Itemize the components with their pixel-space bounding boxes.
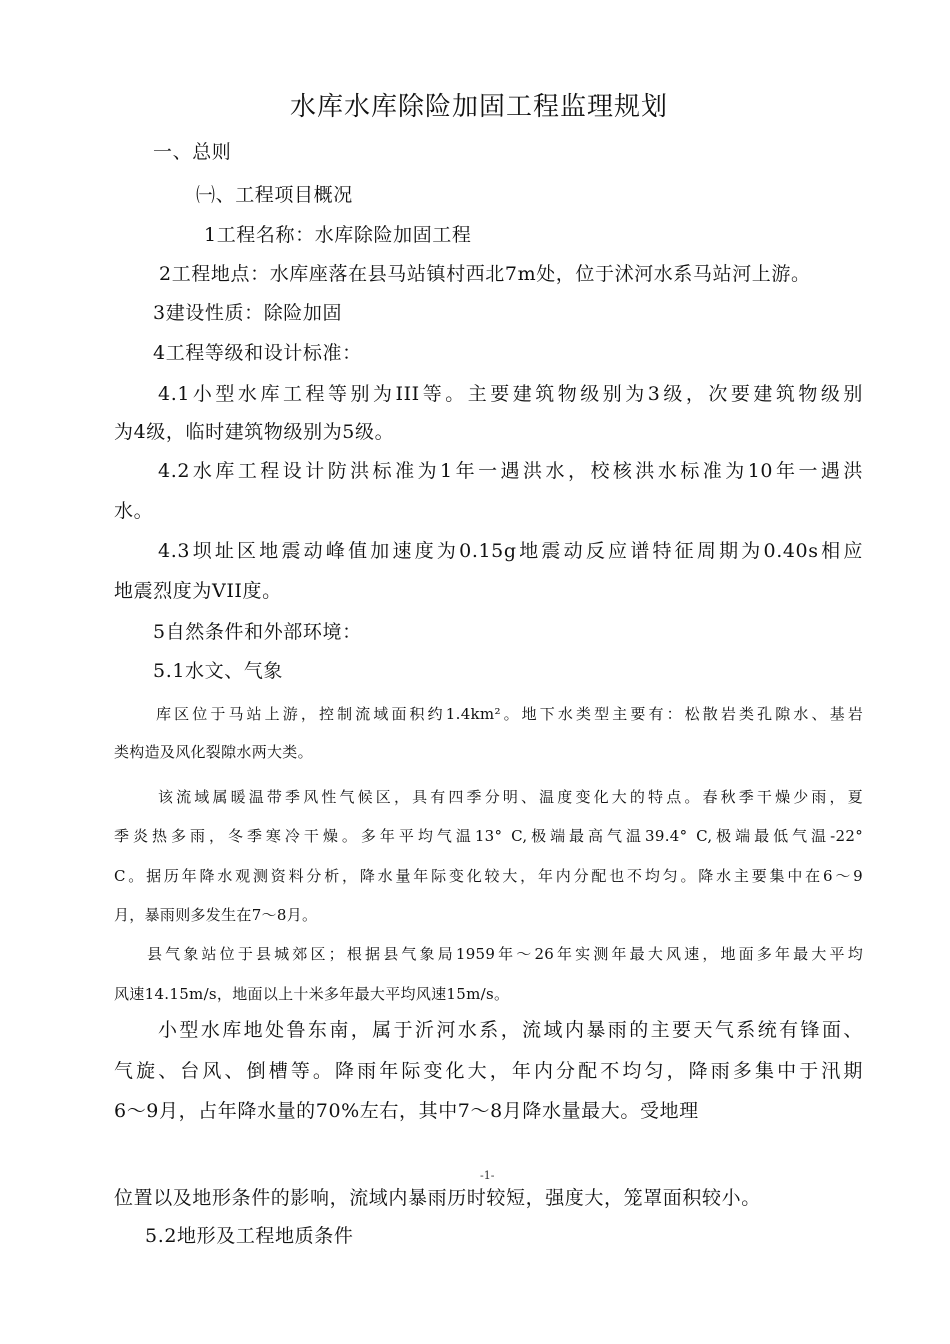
page-number: -1- — [480, 1169, 495, 1182]
paragraph-line: 县气象站位于县城郊区；根据县气象局1959年〜26年实测年最大风速，地面多年最大平均 — [147, 945, 863, 963]
subsection-heading: ㈠、工程项目概况 — [196, 184, 353, 206]
paragraph-line: 为4级，临时建筑物级别为5级。 — [114, 421, 395, 443]
paragraph-line: 位置以及地形条件的影响，流域内暴雨历时较短，强度大，笼罩面积较小。 — [114, 1187, 761, 1209]
paragraph-line: 类构造及风化裂隙水两大类。 — [114, 743, 313, 761]
paragraph-line: 小型水库地处鲁东南，属于沂河水系，流域内暴雨的主要天气系统有锋面、 — [158, 1019, 863, 1041]
paragraph-line: 4.2水库工程设计防洪标准为1年一遇洪水，校核洪水标准为10年一遇洪 — [158, 460, 863, 482]
paragraph-line: 季炎热多雨，冬季寒冷干燥。多年平均气温13° C,极端最高气温39.4° C,极端最低气温-22° — [114, 827, 863, 845]
paragraph-line: 4.1小型水库工程等别为III等。主要建筑物级别为3级，次要建筑物级别 — [158, 383, 863, 405]
paragraph-line: 地震烈度为VII度。 — [114, 580, 282, 602]
paragraph-line: 5自然条件和外部环境： — [153, 621, 362, 643]
paragraph-line: 5.1水文、气象 — [153, 660, 284, 682]
paragraph-line: 6〜9月，占年降水量的70%左右，其中7〜8月降水量最大。受地理 — [114, 1100, 699, 1122]
section-heading: 一、总则 — [153, 141, 232, 163]
paragraph-line: 2工程地点：水库座落在县马站镇村西北7m处，位于沭河水系马站河上游。 — [159, 263, 811, 285]
paragraph-line: 3建设性质：除险加固 — [153, 302, 343, 324]
paragraph-line: 库区位于马站上游，控制流域面积约1.4km²。地下水类型主要有：松散岩类孔隙水、基岩 — [156, 705, 863, 723]
paragraph-line: 4.3坝址区地震动峰值加速度为0.15g地震动反应谱特征周期为0.40s相应 — [158, 540, 863, 562]
document-title: 水库水库除险加固工程监理规划 — [290, 92, 669, 122]
paragraph-line: 水。 — [114, 500, 154, 522]
paragraph-line: 4工程等级和设计标准： — [153, 342, 362, 364]
section-heading: 5.2地形及工程地质条件 — [145, 1225, 354, 1247]
paragraph-line: 风速14.15m/s，地面以上十米多年最大平均风速15m/s。 — [114, 985, 510, 1003]
paragraph-line: 气旋、台风、倒槽等。降雨年际变化大，年内分配不均匀，降雨多集中于汛期 — [114, 1060, 863, 1082]
paragraph-line: 该流域属暖温带季风性气候区，具有四季分明、温度变化大的特点。春秋季干燥少雨，夏 — [158, 788, 863, 806]
paragraph-line: 1工程名称：水库除险加固工程 — [204, 224, 472, 246]
paragraph-line: 月，暴雨则多发生在7〜8月。 — [114, 906, 318, 924]
paragraph-line: C。据历年降水观测资料分析，降水量年际变化较大，年内分配也不均匀。降水主要集中在6〜9 — [114, 867, 863, 885]
